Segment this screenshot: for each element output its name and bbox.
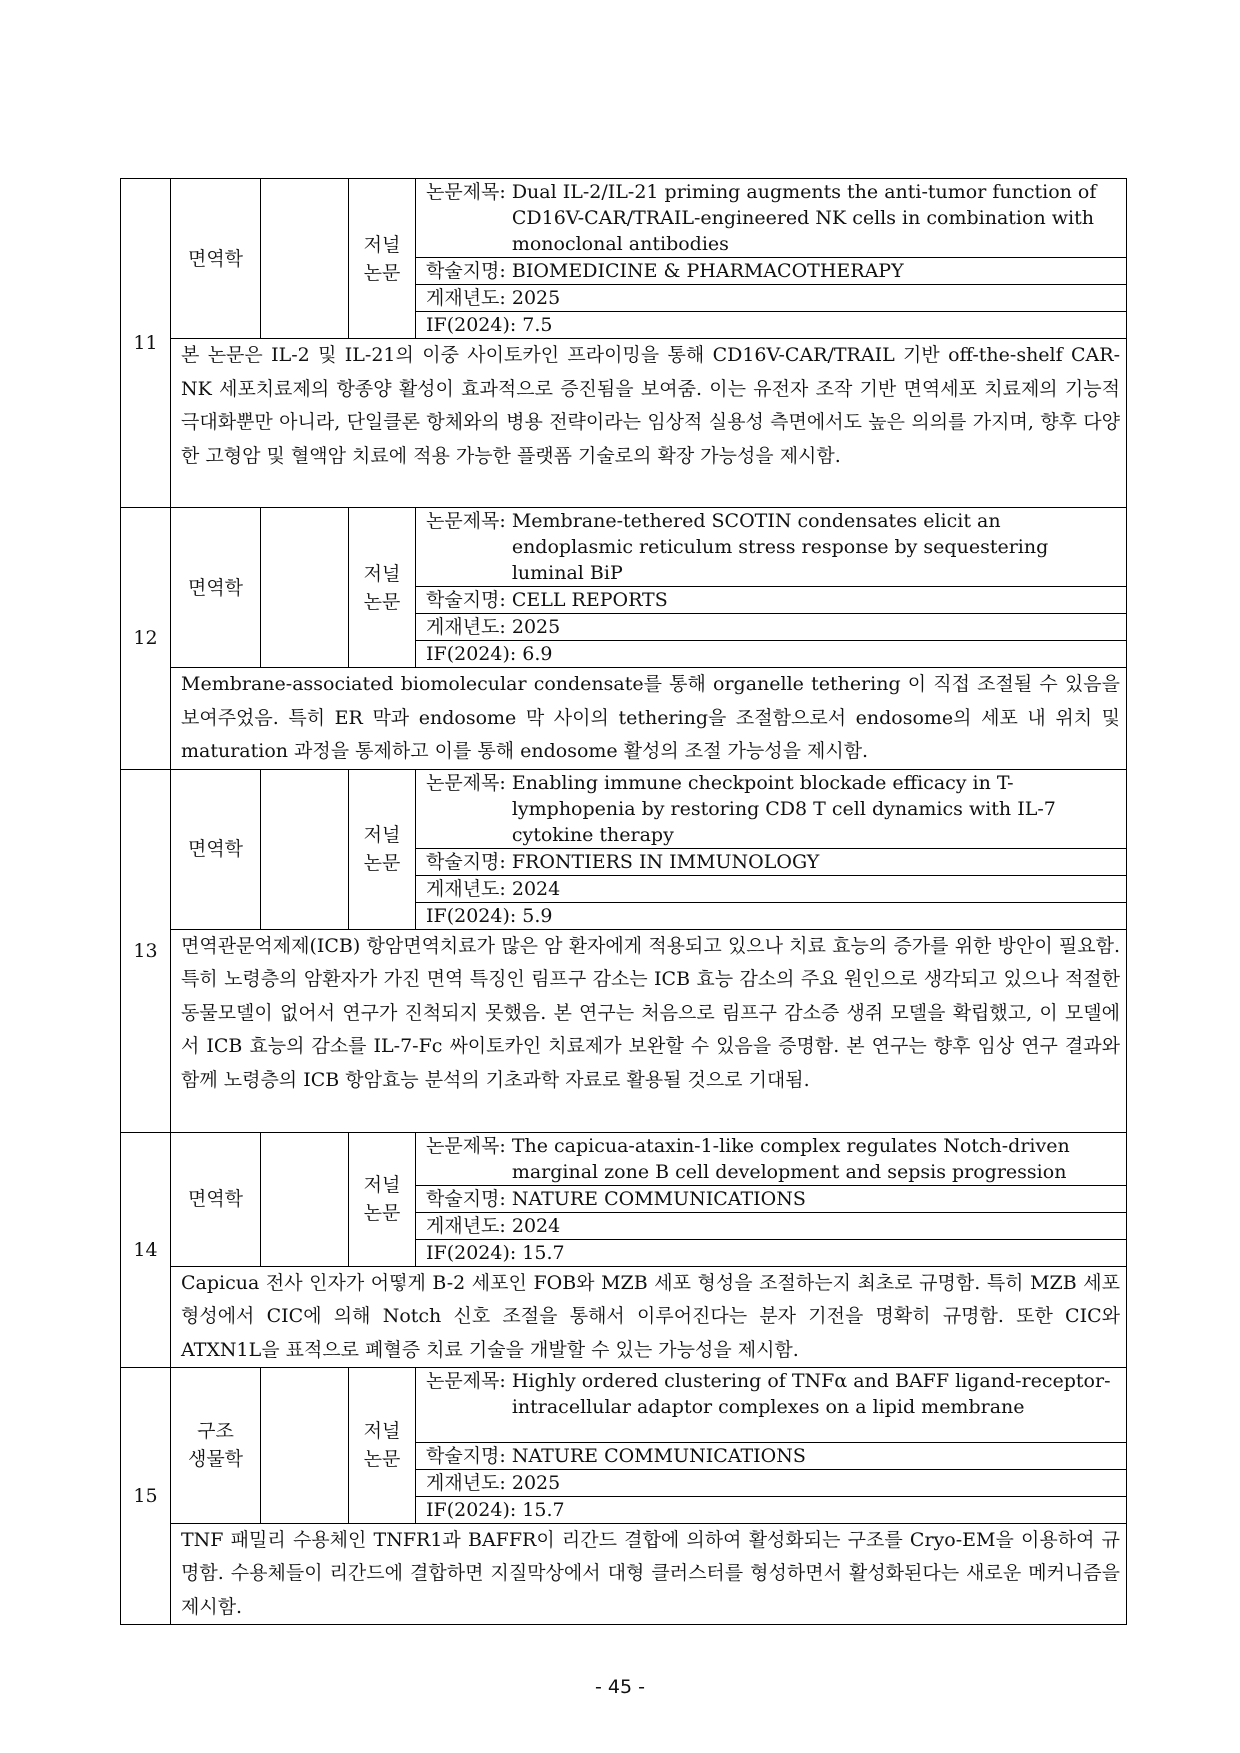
journal-name: 학술지명: CELL REPORTS [416,587,1126,614]
entry-summary-row [121,1523,1127,1625]
blank-cell [261,508,349,668]
paper-title-line [416,1133,1126,1186]
publication-info [416,1132,1127,1266]
publication-year: 게재년도: 2025 [416,285,1126,312]
entry-info-row [121,1368,1127,1524]
paper-title-line [416,508,1126,587]
impact-factor: IF(2024): 7.5 [426,314,553,336]
paper-title: Enabling immune checkpoint blockade efficacy in T-lymphopenia by restoring CD8 T cell dynamics with IL-7 cytokine therapy [511,771,1056,846]
summary-text: 본 논문은 IL-2 및 IL-21의 이중 사이토카인 프라이밍을 통해 CD16V-CAR/TRAIL 기반 off-the-shelf CAR-NK 세포치료제의 항종양 활성이 효과적으로 증진됨을 보여줌. 이는 유전자 조작 기반 면역세포 치료제의 기능적 극대화뿐만 아니라, 단일클론 항체와의 병용 전략이라는 임상적 실용성 측면에서도 높은 의의를 가지며, 향후 다양한 고형암 및 혈액암 치료에 적용 가능한 플랫폼 기술로의 확장 가능성을 제시함. [171,339,1127,508]
paper-title-label: 논문제목: [426,1134,506,1157]
research-field: 면역학 [171,1132,261,1266]
summary-text: Capicua 전사 인자가 어떻게 B-2 세포인 FOB와 MZB 세포 형성을 조절하는지 최초로 규명함. 특히 MZB 세포 형성에서 CIC에 의해 Notch 신호 조절을 통해서 이루어진다는 분자 기전을 명확히 규명함. 또한 CIC와 ATXN1L을 표적으로 폐혈증 치료 기술을 개발할 수 있는 가능성을 제시함. [171,1266,1127,1368]
summary-text: Membrane-associated biomolecular condensate를 통해 organelle tethering 이 직접 조절될 수 있음을 보여주었음. 특히 ER 막과 endosome 막 사이의 tethering을 조절함으로서 endosome의 세포 내 위치 및 maturation 과정을 통제하고 이를 통해 endosome 활성의 조절 가능성을 제시함. [171,668,1127,770]
publication-info [416,179,1127,339]
publication-type: 저널 논문 [349,508,416,668]
publication-type: 저널 논문 [349,1132,416,1266]
entry-info-row [121,179,1127,339]
entry-summary-row [121,929,1127,1132]
blank-cell [261,179,349,339]
entry-summary-row [121,668,1127,770]
journal-name: 학술지명: NATURE COMMUNICATIONS [416,1186,1126,1213]
publication-info [416,769,1127,929]
publication-table [120,178,1127,1625]
publication-year: 게재년도: 2025 [416,614,1126,641]
journal-name: 학술지명: BIOMEDICINE & PHARMACOTHERAPY [416,258,1126,285]
paper-title-label: 논문제목: [426,771,506,794]
entry-number: 11 [121,179,171,508]
journal-name: 학술지명: FRONTIERS IN IMMUNOLOGY [416,849,1126,876]
publication-type: 저널 논문 [349,179,416,339]
entry-number: 15 [121,1368,171,1625]
journal-name: 학술지명: NATURE COMMUNICATIONS [416,1443,1126,1470]
summary-text: 면역관문억제제(ICB) 항암면역치료가 많은 암 환자에게 적용되고 있으나 치료 효능의 증가를 위한 방안이 필요함. 특히 노령층의 암환자가 가진 면역 특징인 림프구 감소는 ICB 효능 감소의 주요 원인으로 생각되고 있으나 적절한 동물모델이 없어서 연구가 진척되지 못했음. 본 연구는 처음으로 림프구 감소증 생쥐 모델을 확립했고, 이 모델에서 ICB 효능의 감소를 IL-7-Fc 싸이토카인 치료제가 보완할 수 있음을 증명함. 본 연구는 향후 임상 연구 결과와 함께 노령층의 ICB 항암효능 분석의 기초과학 자료로 활용될 것으로 기대됨. [171,929,1127,1132]
page-number: - 45 - [595,1676,645,1698]
research-field: 면역학 [171,179,261,339]
research-field: 면역학 [171,769,261,929]
entry-info-row [121,1132,1127,1266]
paper-title-line [416,1368,1126,1443]
paper-title: Highly ordered clustering of TNFα and BAFF ligand-receptor-intracellular adaptor complexes on a lipid membrane [511,1370,1111,1418]
entry-info-row [121,769,1127,929]
paper-title-label: 논문제목: [426,510,506,532]
research-field: 면역학 [171,508,261,668]
paper-title: Membrane-tethered SCOTIN condensates elicit an endoplasmic reticulum stress response by sequestering luminal BiP [511,510,1049,584]
publication-year: 게재년도: 2025 [416,1470,1126,1497]
paper-title-line [416,179,1126,258]
paper-title-line [416,770,1126,849]
publication-year: 게재년도: 2024 [416,876,1126,903]
publication-type: 저널 논문 [349,1368,416,1524]
blank-cell [261,1132,349,1266]
publication-year: 게재년도: 2024 [416,1213,1126,1240]
entry-summary-row [121,1266,1127,1368]
research-field: 구조 생물학 [171,1368,261,1524]
summary-text: TNF 패밀리 수용체인 TNFR1과 BAFFR이 리간드 결합에 의하여 활성화되는 구조를 Cryo-EM을 이용하여 규명함. 수용체들이 리간드에 결합하면 지질막상에서 대형 클러스터를 형성하면서 활성화된다는 새로운 메커니즘을 제시함. [171,1523,1127,1625]
paper-title: Dual IL-2/IL-21 priming augments the anti-tumor function of CD16V-CAR/TRAIL-engineered NK cells in combination with monoclonal antibodies [511,181,1097,255]
impact-factor: IF(2024): 15.7 [426,1241,565,1264]
entry-info-row [121,508,1127,668]
impact-factor: IF(2024): 5.9 [426,904,553,927]
paper-title-label: 논문제목: [426,181,506,203]
paper-title: The capicua-ataxin-1-like complex regulates Notch-driven marginal zone B cell development and sepsis progression [511,1134,1070,1183]
entry-number: 13 [121,769,171,1132]
impact-factor: IF(2024): 15.7 [426,1498,565,1521]
publication-type: 저널 논문 [349,769,416,929]
publication-info [416,508,1127,668]
paper-title-label: 논문제목: [426,1370,506,1392]
entry-number: 14 [121,1132,171,1368]
publication-info [416,1368,1127,1524]
entry-summary-row [121,339,1127,508]
impact-factor: IF(2024): 6.9 [426,643,553,665]
blank-cell [261,1368,349,1524]
blank-cell [261,769,349,929]
entry-number: 12 [121,508,171,770]
